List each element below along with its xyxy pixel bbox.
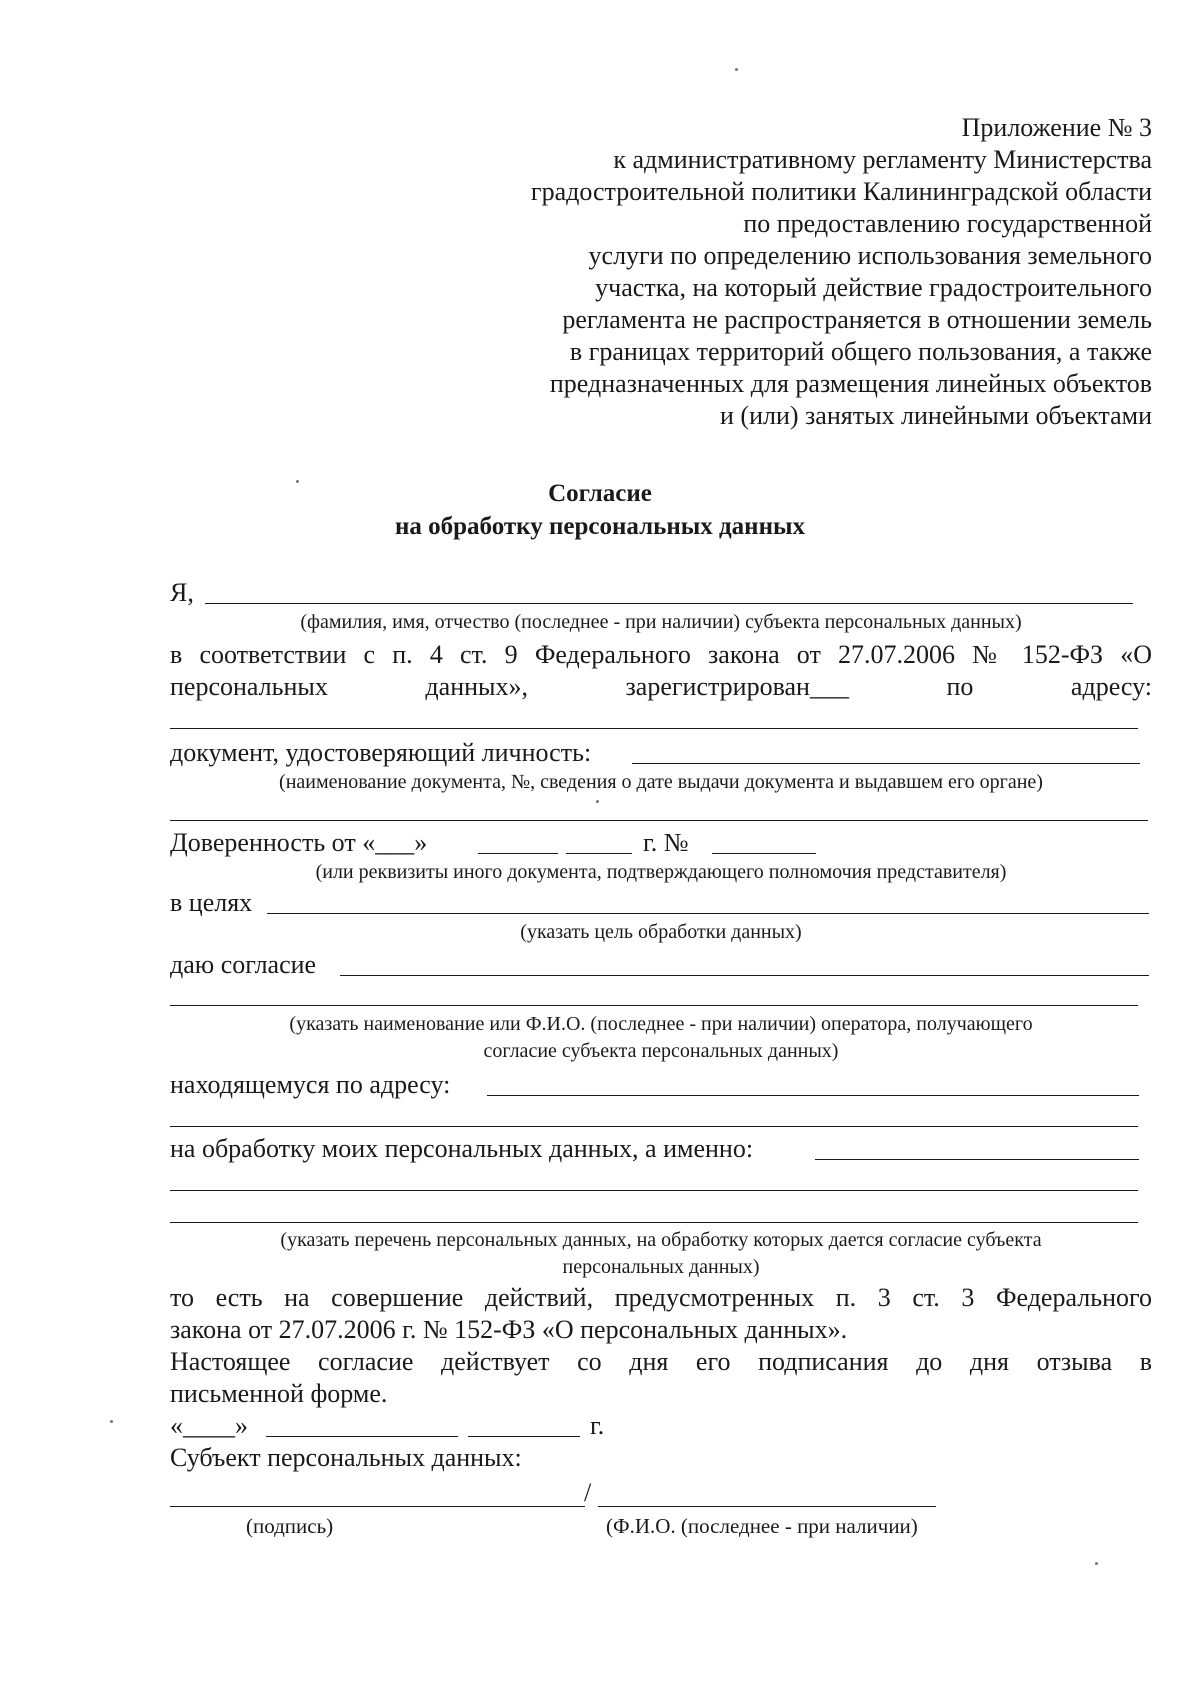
appendix-line: участка, на который действие градостроительного bbox=[595, 273, 1152, 302]
address-field-line[interactable] bbox=[170, 728, 1138, 729]
appendix-line: регламента не распространяется в отношении земель bbox=[562, 305, 1152, 334]
appendix-line: и (или) занятых линейными объектами bbox=[720, 401, 1152, 430]
fio-field-line[interactable] bbox=[205, 603, 1133, 604]
hint-list-2: персональных данных) bbox=[562, 1256, 760, 1278]
data-list-line-3[interactable] bbox=[170, 1222, 1138, 1223]
appendix-line: градостроительной политики Калининградской области bbox=[530, 177, 1152, 206]
registered-row bbox=[170, 672, 1152, 702]
scan-speck bbox=[596, 800, 599, 803]
appendix-line: предназначенных для размещения линейных объектов bbox=[549, 369, 1152, 398]
law-word: адресу: bbox=[1070, 672, 1152, 701]
operator-field-line[interactable] bbox=[340, 975, 1149, 976]
scan-speck bbox=[110, 1420, 113, 1423]
doc-field-line[interactable] bbox=[632, 763, 1140, 764]
scan-speck bbox=[735, 68, 738, 71]
fio-hint: (Ф.И.О. (последнее - при наличии) bbox=[606, 1514, 918, 1538]
appendix-line: Приложение № 3 bbox=[961, 113, 1152, 142]
proxy-number-line[interactable] bbox=[712, 853, 816, 854]
date-year-line[interactable] bbox=[468, 1436, 580, 1437]
consent-label: даю согласие bbox=[170, 950, 317, 979]
proxy-year-line[interactable] bbox=[566, 853, 632, 854]
scan-speck bbox=[1095, 1562, 1098, 1565]
address-label: находящемуся по адресу: bbox=[170, 1070, 451, 1099]
operator-address-line[interactable] bbox=[487, 1095, 1139, 1096]
operator-field-line-2[interactable] bbox=[170, 1005, 1138, 1006]
hint-operator-1: (указать наименование или Ф.И.О. (последнее - при наличии) оператора, получающего bbox=[289, 1013, 1033, 1035]
fio-signature-line[interactable] bbox=[598, 1506, 936, 1507]
valid-line-1: Настоящее согласие действует со дня его подписания до дня отзыва в bbox=[170, 1347, 1152, 1376]
proxy-label: Доверенность от «___» bbox=[170, 828, 428, 857]
purpose-field-line[interactable] bbox=[267, 913, 1149, 914]
data-list-line[interactable] bbox=[815, 1159, 1139, 1160]
signature-hint: (подпись) bbox=[246, 1514, 334, 1538]
law-word: зарегистрирован___ bbox=[625, 672, 849, 701]
date-month-line[interactable] bbox=[266, 1436, 458, 1437]
appendix-line: по предоставлению государственной bbox=[743, 209, 1152, 238]
document-subtitle: на обработку персональных данных bbox=[395, 513, 805, 540]
hint-fio: (фамилия, имя, отчество (последнее - при наличии) субъекта персональных данных) bbox=[300, 611, 1022, 633]
hint-list-1: (указать перечень персональных данных, на обработку которых дается согласие субъекта bbox=[280, 1229, 1042, 1251]
subject-label: Субъект персональных данных: bbox=[170, 1443, 522, 1472]
hint-operator-2: согласие субъекта персональных данных) bbox=[483, 1040, 839, 1062]
appendix-line: услуги по определению использования земельного bbox=[588, 241, 1152, 270]
law-line: в соответствии с п. 4 ст. 9 Федерального закона от 27.07.2006 № 152-ФЗ «О bbox=[170, 640, 1152, 669]
doc-field-line-2[interactable] bbox=[170, 820, 1148, 821]
hint-purpose: (указать цель обработки данных) bbox=[520, 921, 802, 943]
scan-speck bbox=[296, 480, 299, 483]
law-word: данных», bbox=[425, 672, 528, 701]
appendix-line: в границах территорий общего пользования, а также bbox=[569, 337, 1152, 366]
doc-label: документ, удостоверяющий личность: bbox=[170, 738, 592, 767]
slash-separator: / bbox=[584, 1478, 592, 1507]
signature-line[interactable] bbox=[170, 1506, 585, 1507]
data-list-line-2[interactable] bbox=[170, 1190, 1138, 1191]
hint-doc: (наименование документа, №, сведения о дате выдачи документа и выдавшем его органе) bbox=[279, 771, 1043, 793]
document-title: Согласие bbox=[548, 480, 652, 507]
hint-proxy: (или реквизиты иного документа, подтверждающего полномочия представителя) bbox=[315, 861, 1007, 883]
proxy-month-line[interactable] bbox=[478, 853, 558, 854]
proxy-g-label: г. № bbox=[643, 828, 689, 857]
data-label: на обработку моих персональных данных, а именно: bbox=[170, 1134, 754, 1163]
purpose-label: в целях bbox=[170, 888, 253, 917]
date-g-label: г. bbox=[590, 1411, 605, 1440]
actions-line-1: то есть на совершение действий, предусмотренных п. 3 ст. 3 Федерального bbox=[170, 1283, 1152, 1312]
law-word: по bbox=[946, 672, 974, 701]
actions-line-2: закона от 27.07.2006 г. № 152-ФЗ «О персональных данных». bbox=[170, 1315, 848, 1344]
appendix-header bbox=[392, 112, 1152, 432]
law-word: персональных bbox=[170, 672, 328, 701]
appendix-line: к административному регламенту Министерства bbox=[613, 145, 1152, 174]
ya-label: Я, bbox=[170, 578, 194, 607]
valid-line-2: письменной форме. bbox=[170, 1379, 388, 1408]
date-open: «____» bbox=[170, 1411, 248, 1440]
operator-address-line-2[interactable] bbox=[170, 1126, 1138, 1127]
